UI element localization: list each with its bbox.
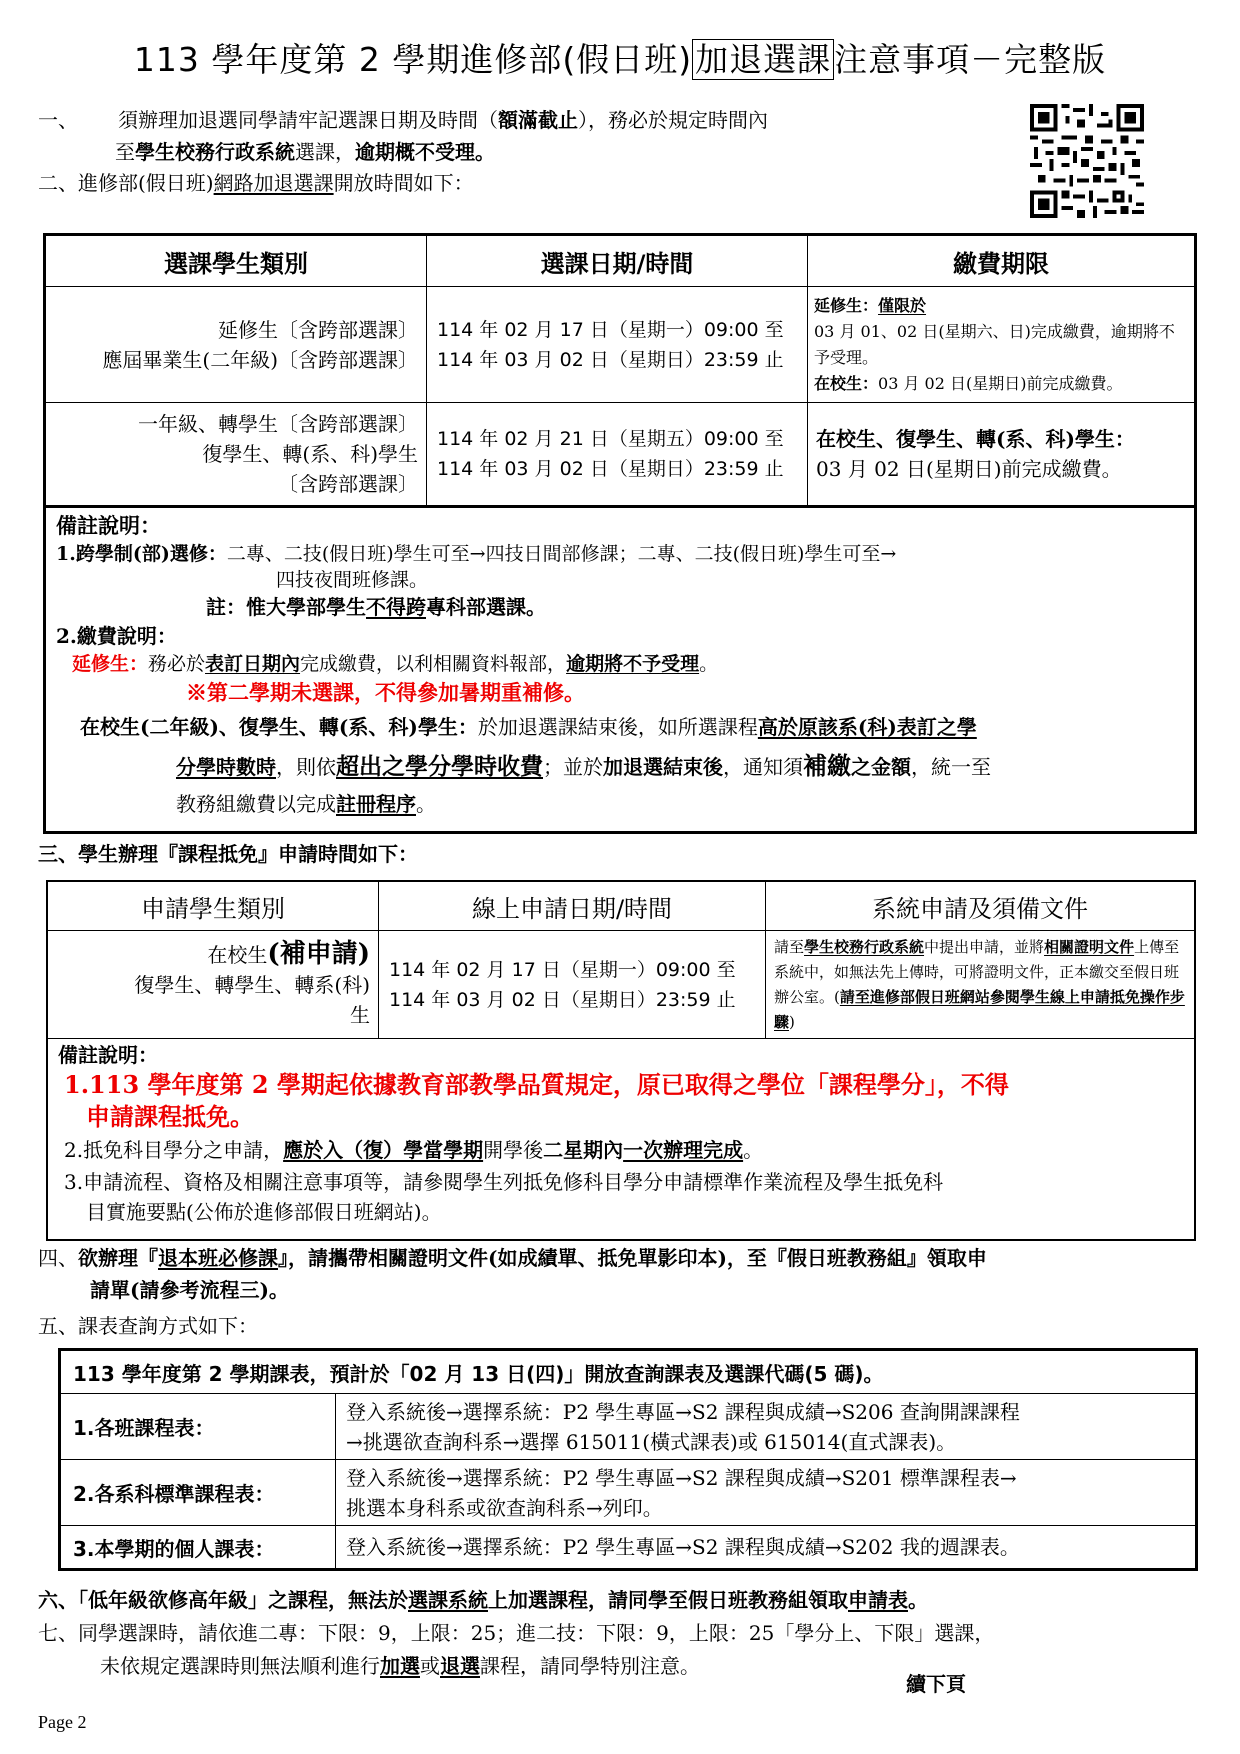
section5-heading: 五、課表查詢方式如下： xyxy=(38,1314,258,1338)
table3-row1-line1: 登入系統後→選擇系統：P2 學生專區→S2 課程與成績→S206 查詢開課課程 xyxy=(346,1399,1020,1424)
continue-next-page: 續下頁 xyxy=(906,1672,966,1696)
notes-item3-d: ，通知須 xyxy=(723,755,803,779)
notes-item2-label: 2.繳費說明： xyxy=(56,624,177,648)
table2-notes-item2-u2: 一次辦理完成 xyxy=(623,1138,744,1162)
table1-row2-cat2: 復學生、轉(系、科)學生 xyxy=(202,442,418,466)
section6-line xyxy=(38,1584,928,1613)
table2-notes-item2-bold: 二星期內 xyxy=(543,1138,624,1162)
notes-item2-u1: 表訂日期內 xyxy=(205,653,301,675)
table1-header-category: 選課學生類別 xyxy=(45,235,427,287)
table1-row1-date xyxy=(427,287,808,403)
notes-heading: 備註說明： xyxy=(56,513,161,538)
table1-row2-cat1: 一年級、轉學生〔含跨部選課〕 xyxy=(138,412,418,436)
table2-category xyxy=(47,931,379,1039)
section7-line1: 七、同學選課時，請依進二專：下限：9，上限：25；進二技：下限：9，上限：25「學分上、下限」選課， xyxy=(38,1621,995,1645)
credit-waiver-table xyxy=(46,880,1196,1241)
notes-item3-big: 補繳 xyxy=(803,751,851,780)
section1-num: 一、 xyxy=(38,108,78,132)
table2-notes-item1b: 申請課程抵免。 xyxy=(86,1102,254,1131)
notes-item3-label: 在校生(二年級)、復學生、轉(系、科)學生： xyxy=(80,715,478,739)
notes-item2-warning: ※第二學期未選課，不得參加暑期重補修。 xyxy=(186,680,585,705)
table2-header-category: 申請學生類別 xyxy=(47,881,379,931)
section4-c: 』，請攜帶相關證明文件(如成績單、抵免單影印本)，至『假日班教務組』領取申 xyxy=(278,1246,987,1270)
notes-item3-u2: 超出之學分學時收費 xyxy=(336,753,543,780)
notes-item3-g: 教務組繳費以完成 xyxy=(176,792,336,816)
section4-b: 欲辦理『 xyxy=(78,1246,158,1270)
section2-underline: 網路加退選課 xyxy=(213,171,334,195)
section7-u2: 退選 xyxy=(440,1654,480,1678)
section1-text-a: 須辦理加退選同學請牢記選課日期及時間（ xyxy=(118,108,498,132)
table1-row2-date1: 114 年 02 月 21 日（星期五）09:00 至 xyxy=(437,428,784,450)
notes-item1-text2: 四技夜間班修課。 xyxy=(276,569,429,591)
table2-notes-item2-u1: 應於入（復）學當學期 xyxy=(283,1138,484,1162)
notes-item3-a: 於加退選課結束後，如所選課程 xyxy=(477,715,758,739)
notes-item2-red: 延修生： xyxy=(72,653,149,675)
notes-item1-label: 1.跨學制(部)選修： xyxy=(56,543,227,565)
table2-doc-u1: 學生校務行政系統 xyxy=(804,937,925,956)
notes-item2-a: 務必於 xyxy=(148,653,206,675)
table3-row2-label: 2.各系科標準課程表： xyxy=(60,1460,336,1526)
table2-cat2: 復學生、轉學生、轉系(科) xyxy=(134,973,370,997)
notes-item3-bold1: 加退選結束後 xyxy=(603,755,723,779)
table2-notes-item2-c: 。 xyxy=(743,1138,764,1162)
notes-item3-line2 xyxy=(56,746,1184,787)
table2-notes-item2 xyxy=(58,1133,1184,1167)
section1-line2 xyxy=(115,136,495,165)
fee-label-current: 在校生： xyxy=(814,373,879,393)
enrollment-table xyxy=(43,233,1197,834)
notes-item1-note-b: 專科部選課。 xyxy=(426,595,546,619)
table3-row2-content xyxy=(336,1460,1197,1526)
section3-heading: 三、學生辦理『課程抵免』申請時間如下： xyxy=(38,842,418,866)
section6-a: 六、「低年級欲修高年級」之課程，無法於 xyxy=(38,1588,408,1612)
section6-u1: 選課系統 xyxy=(408,1588,488,1612)
table1-row1-cat2: 應屆畢業生(二年級)〔含跨部選課〕 xyxy=(102,347,418,372)
fee-label-only: 僅限於 xyxy=(878,295,927,315)
section4-line2: 請單(請參考流程三)。 xyxy=(90,1278,289,1302)
section7-c: 課程，請同學特別注意。 xyxy=(480,1654,700,1678)
title-suffix: 注意事項－完整版 xyxy=(834,40,1107,79)
notes-item3-line1 xyxy=(56,708,1184,746)
table1-row2-date xyxy=(427,403,808,507)
table2-notes-item3b: 目實施要點(公佈於進修部假日班網站)。 xyxy=(86,1200,442,1224)
table2-doc-u3: 請至進修部假日班網站參閱學生線上申請抵免操作步驟 xyxy=(774,987,1185,1031)
notes-item3-u3: 註冊程序 xyxy=(336,792,416,816)
table1-row2-category xyxy=(45,403,427,507)
fee-text-current: 03 月 02 日(星期日)前完成繳費。 xyxy=(878,373,1123,393)
notes-item3-h: 。 xyxy=(416,792,436,816)
notes-item3-b: ，則依 xyxy=(276,755,336,779)
notes-item3-f: ，統一至 xyxy=(911,755,991,779)
table2-notes xyxy=(47,1039,1195,1241)
section1-line1 xyxy=(38,104,768,133)
table3-row3-label: 3.本學期的個人課表： xyxy=(60,1526,336,1570)
table1-row2-fee2: 03 月 02 日(星期日)前完成繳費。 xyxy=(816,457,1122,481)
notes-item2-u2: 逾期將不予受理 xyxy=(566,653,700,675)
title-prefix: 113 學年度第 2 學期進修部(假日班) xyxy=(133,40,693,79)
table2-doc-b: 中提出申請，並將 xyxy=(924,937,1045,956)
table2-date2: 114 年 03 月 02 日（星期日）23:59 止 xyxy=(389,988,736,1011)
notes-item3-line3 xyxy=(56,787,1184,821)
section1-line2-bold2: 逾期概不受理。 xyxy=(355,140,495,164)
table2-date1: 114 年 02 月 17 日（星期一）09:00 至 xyxy=(389,958,736,981)
notes-item3-u1: 高於原該系(科)表訂之學 xyxy=(757,715,977,739)
notes-item3-c: ；並於 xyxy=(543,755,603,779)
notes-item1-text: 二專、二技(假日班)學生可至→四技日間部修課；二專、二技(假日班)學生可至→ xyxy=(226,543,897,565)
table3-header: 113 學年度第 2 學期課表，預計於「02 月 13 日(四)」開放查詢課表及選課代碼(5 碼)。 xyxy=(60,1350,1197,1394)
table1-row1-date1: 114 年 02 月 17 日（星期一）09:00 至 xyxy=(437,318,784,341)
section1-line2-a: 至 xyxy=(115,140,135,164)
table2-doc-d: ) xyxy=(789,1012,795,1031)
notes-item2-c: 。 xyxy=(699,653,719,675)
table2-doc-u2: 相關證明文件 xyxy=(1044,937,1135,956)
table2-header-docs: 系統申請及須備文件 xyxy=(766,881,1196,931)
page-number: Page 2 xyxy=(38,1712,87,1732)
table2-docs xyxy=(766,931,1196,1039)
table2-notes-heading: 備註說明： xyxy=(58,1043,158,1067)
notes-item3-e: 之金額 xyxy=(851,755,911,779)
section1-text-b: ），務必於規定時間內 xyxy=(578,108,768,132)
table2-notes-item2-b: 開學後 xyxy=(483,1138,544,1162)
section2-text-a: 進修部(假日班) xyxy=(78,171,214,195)
table3-row2-line2: 挑選本身科系或欲查詢科系→列印。 xyxy=(346,1495,663,1520)
table1-row1-date2: 114 年 03 月 02 日（星期日）23:59 止 xyxy=(437,348,784,371)
section7-u1: 加選 xyxy=(380,1654,420,1678)
section4-line1 xyxy=(38,1242,987,1271)
table2-cat1-big: (補申請) xyxy=(267,939,370,969)
section2-text-b: 開放時間如下： xyxy=(333,171,474,195)
section7-b: 或 xyxy=(420,1654,440,1678)
table3-row1-line2: →挑選欲查詢科系→選擇 615011(橫式課表)或 615014(直式課表)。 xyxy=(346,1429,957,1454)
section4-num: 四、 xyxy=(38,1246,78,1270)
table3-row2-line1: 登入系統後→選擇系統：P2 學生專區→S2 課程與成績→S201 標準課程表→ xyxy=(346,1465,1017,1490)
section7-a: 未依規定選課時則無法順利進行 xyxy=(100,1654,380,1678)
table1-row2-date2: 114 年 03 月 02 日（星期日）23:59 止 xyxy=(437,458,784,480)
notes-item2-text xyxy=(56,650,1184,678)
table2-date xyxy=(379,931,766,1039)
section7-line2 xyxy=(100,1650,700,1679)
table1-row2-fee xyxy=(808,403,1196,507)
notes-item1-note xyxy=(56,592,1184,622)
table1-notes xyxy=(45,507,1196,833)
table1-row2-cat3: 〔含跨部選課〕 xyxy=(278,472,418,496)
table1-row1-fee xyxy=(808,287,1196,403)
table2-header-date: 線上申請日期/時間 xyxy=(379,881,766,931)
table1-header-date: 選課日期/時間 xyxy=(427,235,808,287)
table2-cat1: 在校生 xyxy=(207,943,268,967)
section2-line xyxy=(38,167,474,196)
section6-c: 。 xyxy=(908,1588,928,1612)
notes-item1-note-a: 註：惟大學部學生 xyxy=(206,595,366,619)
qr-code-icon[interactable] xyxy=(1030,104,1144,218)
page-title xyxy=(0,34,1240,81)
table2-doc-a: 請至 xyxy=(774,937,805,956)
table2-notes-item2-a: 2.抵免科目學分之申請， xyxy=(64,1138,284,1162)
section6-u2: 申請表 xyxy=(848,1588,908,1612)
notes-item1 xyxy=(56,540,1184,568)
section1-bold: 額滿截止 xyxy=(498,108,578,132)
title-boxed: 加退選課 xyxy=(692,39,834,80)
fee-text-extended: 03 月 01、02 日(星期六、日)完成繳費，逾期將不予受理。 xyxy=(814,321,1175,367)
table2-notes-item1: 1.113 學年度第 2 學期起依據教育部教學品質規定，原已取得之學位「課程學分」，不得 xyxy=(64,1070,1009,1099)
table2-notes-item3: 3.申請流程、資格及相關注意事項等，請參閱學生列抵免修科目學分申請標準作業流程及學生抵免科 xyxy=(64,1170,944,1194)
section1-line2-bold: 學生校務行政系統 xyxy=(135,140,295,164)
table1-row2-fee1: 在校生、復學生、轉(系、科)學生： xyxy=(816,427,1135,451)
section1-line2-b: 選課， xyxy=(295,140,355,164)
table2-doc-c: 上傳至系統中，如無法先上傳時，可將證明文件，正本繳交至假日班辦公室。( xyxy=(774,937,1180,1006)
notes-item2-b: 完成繳費，以利相關資料報部， xyxy=(300,653,567,675)
table3-row1-content xyxy=(336,1394,1197,1460)
section6-b: 上加選課程，請同學至假日班教務組領取 xyxy=(488,1588,848,1612)
table3-row3-line1: 登入系統後→選擇系統：P2 學生專區→S2 課程與成績→S202 我的週課表。 xyxy=(336,1526,1197,1570)
notes-item3-u1b: 分學時數時 xyxy=(176,755,276,779)
course-schedule-table xyxy=(58,1348,1198,1571)
section2-num: 二、 xyxy=(38,171,78,195)
table2-cat3: 生 xyxy=(350,1003,370,1027)
notes-item1-note-u: 不得跨 xyxy=(366,595,426,619)
fee-label-extended: 延修生： xyxy=(814,295,879,315)
section4-underline: 退本班必修課 xyxy=(158,1246,278,1270)
table1-row1-cat1: 延修生〔含跨部選課〕 xyxy=(218,317,418,342)
table1-row1-category xyxy=(45,287,427,403)
table1-header-fee: 繳費期限 xyxy=(808,235,1196,287)
table3-row1-label: 1.各班課程表： xyxy=(60,1394,336,1460)
